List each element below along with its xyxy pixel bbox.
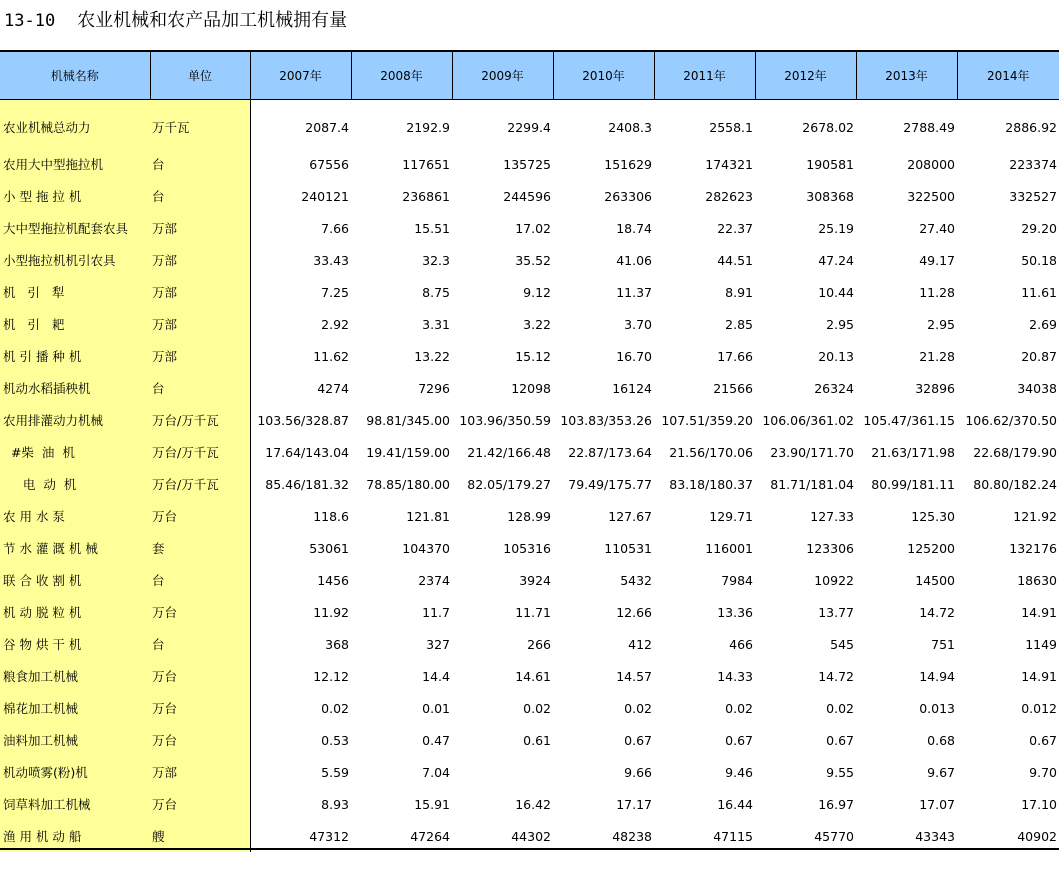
row-unit: 万台/万千瓦 xyxy=(150,468,250,500)
table-row xyxy=(0,724,1059,756)
value-cell: 107.51/359.20 xyxy=(661,412,753,428)
value-cell: 14.72 xyxy=(919,604,955,620)
table-row xyxy=(0,244,1059,276)
value-cell: 332527 xyxy=(1009,188,1057,204)
value-cell: 2.95 xyxy=(826,316,854,332)
row-name: 农业机械总动力 xyxy=(0,100,150,149)
value-cell: 48238 xyxy=(612,828,652,844)
value-cell: 244596 xyxy=(503,188,551,204)
value-cell: 1456 xyxy=(317,572,349,588)
row-unit: 万台/万千瓦 xyxy=(150,404,250,436)
value-cell: 2678.02 xyxy=(802,119,854,135)
value-cell: 80.80/182.24 xyxy=(973,476,1057,492)
row-unit: 万部 xyxy=(150,276,250,308)
table-row xyxy=(0,436,1059,468)
value-cell: 83.18/180.37 xyxy=(669,476,753,492)
value-cell: 308368 xyxy=(806,188,854,204)
value-cell: 17.10 xyxy=(1021,796,1057,812)
value-cell: 85.46/181.32 xyxy=(265,476,349,492)
value-cell: 11.61 xyxy=(1021,284,1057,300)
table-row xyxy=(0,660,1059,692)
header-unit: 单位 xyxy=(150,52,250,100)
value-cell: 49.17 xyxy=(919,252,955,268)
row-name: 小型拖拉机机引农具 xyxy=(0,244,150,276)
table-row xyxy=(0,596,1059,628)
row-unit: 万部 xyxy=(150,212,250,244)
value-cell: 20.87 xyxy=(1021,348,1057,364)
value-cell: 412 xyxy=(628,636,652,652)
value-cell: 10922 xyxy=(814,572,854,588)
row-unit: 万部 xyxy=(150,340,250,372)
row-name: 机 引 犁 xyxy=(0,276,150,308)
value-cell: 2.92 xyxy=(321,316,349,332)
table-row xyxy=(0,532,1059,564)
value-cell: 16.42 xyxy=(515,796,551,812)
value-cell: 40902 xyxy=(1017,828,1057,844)
row-unit: 万台 xyxy=(150,724,250,756)
table-row xyxy=(0,564,1059,596)
row-name: 粮食加工机械 xyxy=(0,660,150,692)
value-cell: 223374 xyxy=(1009,156,1057,172)
value-cell: 11.92 xyxy=(313,604,349,620)
row-name: 农用大中型拖拉机 xyxy=(0,148,150,180)
row-unit: 套 xyxy=(150,532,250,564)
value-cell: 0.47 xyxy=(422,732,450,748)
value-cell: 32896 xyxy=(915,380,955,396)
value-cell: 21566 xyxy=(713,380,753,396)
table-row xyxy=(0,468,1059,500)
value-cell: 0.012 xyxy=(1021,700,1057,716)
value-cell: 21.28 xyxy=(919,348,955,364)
value-cell: 32.3 xyxy=(422,252,450,268)
row-unit: 万台 xyxy=(150,788,250,820)
value-cell: 14.61 xyxy=(515,668,551,684)
value-cell: 12.12 xyxy=(313,668,349,684)
value-cell: 16.70 xyxy=(616,348,652,364)
value-cell: 4274 xyxy=(317,380,349,396)
value-cell: 0.53 xyxy=(321,732,349,748)
value-cell: 67556 xyxy=(309,156,349,172)
value-cell: 2192.9 xyxy=(406,119,450,135)
header-year: 2011年 xyxy=(654,52,755,100)
value-cell: 44.51 xyxy=(717,252,753,268)
row-name: 油料加工机械 xyxy=(0,724,150,756)
table-row xyxy=(0,148,1059,180)
value-cell: 466 xyxy=(729,636,753,652)
header-year: 2012年 xyxy=(755,52,856,100)
value-cell: 118.6 xyxy=(313,508,349,524)
value-cell: 17.17 xyxy=(616,796,652,812)
value-cell: 2788.49 xyxy=(903,119,955,135)
value-cell: 20.13 xyxy=(818,348,854,364)
value-cell: 0.02 xyxy=(624,700,652,716)
value-cell: 21.63/171.98 xyxy=(871,444,955,460)
value-cell: 9.55 xyxy=(826,764,854,780)
value-cell: 0.02 xyxy=(725,700,753,716)
value-cell: 129.71 xyxy=(709,508,753,524)
value-cell: 2.69 xyxy=(1029,316,1057,332)
value-cell: 10.44 xyxy=(818,284,854,300)
table-row xyxy=(0,340,1059,372)
value-cell: 3924 xyxy=(519,572,551,588)
value-cell: 0.02 xyxy=(826,700,854,716)
value-cell: 0.67 xyxy=(826,732,854,748)
value-cell: 15.12 xyxy=(515,348,551,364)
row-unit: 万部 xyxy=(150,308,250,340)
value-cell: 25.19 xyxy=(818,220,854,236)
value-cell: 116001 xyxy=(705,540,753,556)
value-cell: 5432 xyxy=(620,572,652,588)
row-name: 渔 用 机 动 船 xyxy=(0,820,150,852)
row-name: 机 引 播 种 机 xyxy=(0,340,150,372)
header-row xyxy=(0,52,1059,100)
value-cell: 1149 xyxy=(1025,636,1057,652)
value-cell: 0.01 xyxy=(422,700,450,716)
value-cell: 174321 xyxy=(705,156,753,172)
value-cell: 103.96/350.59 xyxy=(459,412,551,428)
value-cell: 43343 xyxy=(915,828,955,844)
page-title xyxy=(4,8,347,34)
table-number: 13-10 xyxy=(4,11,56,31)
header-year: 2008年 xyxy=(351,52,452,100)
value-cell: 125.30 xyxy=(911,508,955,524)
row-name: 机动水稻插秧机 xyxy=(0,372,150,404)
value-cell: 9.70 xyxy=(1029,764,1057,780)
value-cell: 2299.4 xyxy=(507,119,551,135)
value-cell: 106.62/370.50 xyxy=(965,412,1057,428)
value-cell: 0.02 xyxy=(321,700,349,716)
value-cell: 11.37 xyxy=(616,284,652,300)
row-name: 节 水 灌 溉 机 械 xyxy=(0,532,150,564)
value-cell: 35.52 xyxy=(515,252,551,268)
value-cell: 15.51 xyxy=(414,220,450,236)
machinery-table xyxy=(0,52,1059,852)
table-row xyxy=(0,276,1059,308)
value-cell: 17.02 xyxy=(515,220,551,236)
value-cell: 132176 xyxy=(1009,540,1057,556)
value-cell: 240121 xyxy=(301,188,349,204)
row-unit: 万台 xyxy=(150,660,250,692)
value-cell: 18.74 xyxy=(616,220,652,236)
row-name: 机 动 脱 粒 机 xyxy=(0,596,150,628)
value-cell: 128.99 xyxy=(507,508,551,524)
row-name: 大中型拖拉机配套农具 xyxy=(0,212,150,244)
value-cell: 135725 xyxy=(503,156,551,172)
value-cell: 11.62 xyxy=(313,348,349,364)
value-cell: 53061 xyxy=(309,540,349,556)
value-cell: 11.71 xyxy=(515,604,551,620)
value-cell: 11.7 xyxy=(422,604,450,620)
value-cell: 50.18 xyxy=(1021,252,1057,268)
value-cell: 47312 xyxy=(309,828,349,844)
row-unit: 万台/万千瓦 xyxy=(150,436,250,468)
value-cell: 105316 xyxy=(503,540,551,556)
row-unit: 台 xyxy=(150,564,250,596)
table-row xyxy=(0,404,1059,436)
value-cell: 21.56/170.06 xyxy=(669,444,753,460)
value-cell: 12098 xyxy=(511,380,551,396)
table-row xyxy=(0,308,1059,340)
row-name: 机 引 耙 xyxy=(0,308,150,340)
table-row xyxy=(0,100,1059,149)
value-cell: 117651 xyxy=(402,156,450,172)
value-cell: 208000 xyxy=(907,156,955,172)
row-name: 联 合 收 割 机 xyxy=(0,564,150,596)
value-cell: 16124 xyxy=(612,380,652,396)
value-cell: 151629 xyxy=(604,156,652,172)
value-cell: 14.57 xyxy=(616,668,652,684)
table-row xyxy=(0,180,1059,212)
value-cell: 2408.3 xyxy=(608,119,652,135)
value-cell: 751 xyxy=(931,636,955,652)
value-cell: 23.90/171.70 xyxy=(770,444,854,460)
row-unit: 万千瓦 xyxy=(150,100,250,149)
value-cell: 103.56/328.87 xyxy=(257,412,349,428)
value-cell: 16.44 xyxy=(717,796,753,812)
value-cell: 16.97 xyxy=(818,796,854,812)
table-row xyxy=(0,756,1059,788)
value-cell: 3.31 xyxy=(422,316,450,332)
value-cell: 26324 xyxy=(814,380,854,396)
header-year: 2007年 xyxy=(250,52,351,100)
value-cell: 123306 xyxy=(806,540,854,556)
value-cell: 82.05/179.27 xyxy=(467,476,551,492)
value-cell: 106.06/361.02 xyxy=(762,412,854,428)
table-title: 农业机械和农产品加工机械拥有量 xyxy=(77,10,348,31)
value-cell: 22.87/173.64 xyxy=(568,444,652,460)
value-cell: 22.68/179.90 xyxy=(973,444,1057,460)
value-cell: 18630 xyxy=(1017,572,1057,588)
value-cell: 2.95 xyxy=(927,316,955,332)
value-cell: 14.91 xyxy=(1021,668,1057,684)
value-cell: 545 xyxy=(830,636,854,652)
row-unit: 台 xyxy=(150,372,250,404)
value-cell: 3.70 xyxy=(624,316,652,332)
value-cell: 13.77 xyxy=(818,604,854,620)
value-cell: 13.22 xyxy=(414,348,450,364)
value-cell: 12.66 xyxy=(616,604,652,620)
value-cell: 7.66 xyxy=(321,220,349,236)
value-cell: 0.67 xyxy=(1029,732,1057,748)
value-cell: 0.68 xyxy=(927,732,955,748)
value-cell: 0.013 xyxy=(919,700,955,716)
value-cell: 0.67 xyxy=(725,732,753,748)
value-cell: 14.91 xyxy=(1021,604,1057,620)
bottom-rule xyxy=(0,848,1059,850)
value-cell: 15.91 xyxy=(414,796,450,812)
header-year: 2009年 xyxy=(452,52,553,100)
value-cell: 103.83/353.26 xyxy=(560,412,652,428)
table-row xyxy=(0,500,1059,532)
value-cell: 17.66 xyxy=(717,348,753,364)
row-unit: 万台 xyxy=(150,596,250,628)
value-cell: 41.06 xyxy=(616,252,652,268)
value-cell: 27.40 xyxy=(919,220,955,236)
value-cell: 14500 xyxy=(915,572,955,588)
row-unit: 万台 xyxy=(150,692,250,724)
value-cell: 105.47/361.15 xyxy=(863,412,955,428)
value-cell: 9.67 xyxy=(927,764,955,780)
value-cell: 368 xyxy=(325,636,349,652)
value-cell: 7.04 xyxy=(422,764,450,780)
value-cell: 104370 xyxy=(402,540,450,556)
value-cell: 11.28 xyxy=(919,284,955,300)
table-row xyxy=(0,788,1059,820)
row-unit: 万部 xyxy=(150,756,250,788)
table-row xyxy=(0,212,1059,244)
value-cell: 282623 xyxy=(705,188,753,204)
row-unit: 台 xyxy=(150,148,250,180)
value-cell: 327 xyxy=(426,636,450,652)
value-cell: 14.72 xyxy=(818,668,854,684)
row-name: 棉花加工机械 xyxy=(0,692,150,724)
value-cell: 8.75 xyxy=(422,284,450,300)
value-cell: 110531 xyxy=(604,540,652,556)
value-cell: 2886.92 xyxy=(1005,119,1057,135)
table-row xyxy=(0,692,1059,724)
value-cell: 263306 xyxy=(604,188,652,204)
value-cell: 0.02 xyxy=(523,700,551,716)
value-cell: 33.43 xyxy=(313,252,349,268)
value-cell: 8.91 xyxy=(725,284,753,300)
value-cell: 80.99/181.11 xyxy=(871,476,955,492)
value-cell: 13.36 xyxy=(717,604,753,620)
value-cell: 9.12 xyxy=(523,284,551,300)
row-name: 农用排灌动力机械 xyxy=(0,404,150,436)
value-cell: 9.66 xyxy=(624,764,652,780)
row-name: 电 动 机 xyxy=(0,468,150,500)
value-cell: 34038 xyxy=(1017,380,1057,396)
value-cell: 44302 xyxy=(511,828,551,844)
value-cell: 7.25 xyxy=(321,284,349,300)
value-cell xyxy=(452,756,553,788)
value-cell: 121.92 xyxy=(1013,508,1057,524)
row-unit: 台 xyxy=(150,628,250,660)
value-cell: 5.59 xyxy=(321,764,349,780)
value-cell: 98.81/345.00 xyxy=(366,412,450,428)
value-cell: 236861 xyxy=(402,188,450,204)
value-cell: 21.42/166.48 xyxy=(467,444,551,460)
header-name: 机械名称 xyxy=(0,52,150,100)
table-row xyxy=(0,372,1059,404)
value-cell: 2558.1 xyxy=(709,119,753,135)
value-cell: 127.33 xyxy=(810,508,854,524)
value-cell: 0.61 xyxy=(523,732,551,748)
value-cell: 19.41/159.00 xyxy=(366,444,450,460)
value-cell: 17.07 xyxy=(919,796,955,812)
value-cell: 47264 xyxy=(410,828,450,844)
header-year: 2014年 xyxy=(957,52,1059,100)
row-name: 饲草料加工机械 xyxy=(0,788,150,820)
value-cell: 190581 xyxy=(806,156,854,172)
value-cell: 7984 xyxy=(721,572,753,588)
row-unit: 台 xyxy=(150,180,250,212)
value-cell: 2.85 xyxy=(725,316,753,332)
value-cell: 17.64/143.04 xyxy=(265,444,349,460)
row-name: #柴 油 机 xyxy=(0,436,150,468)
row-name: 小 型 拖 拉 机 xyxy=(0,180,150,212)
value-cell: 81.71/181.04 xyxy=(770,476,854,492)
value-cell: 14.4 xyxy=(422,668,450,684)
value-cell: 29.20 xyxy=(1021,220,1057,236)
value-cell: 322500 xyxy=(907,188,955,204)
value-cell: 2087.4 xyxy=(305,119,349,135)
value-cell: 45770 xyxy=(814,828,854,844)
value-cell: 3.22 xyxy=(523,316,551,332)
value-cell: 14.94 xyxy=(919,668,955,684)
value-cell: 266 xyxy=(527,636,551,652)
table-row xyxy=(0,628,1059,660)
value-cell: 7296 xyxy=(418,380,450,396)
value-cell: 121.81 xyxy=(406,508,450,524)
header-year: 2013年 xyxy=(856,52,957,100)
value-cell: 125200 xyxy=(907,540,955,556)
row-name: 农 用 水 泵 xyxy=(0,500,150,532)
value-cell: 14.33 xyxy=(717,668,753,684)
row-unit: 万部 xyxy=(150,244,250,276)
value-cell: 47.24 xyxy=(818,252,854,268)
row-unit: 艘 xyxy=(150,820,250,852)
row-name: 机动喷雾(粉)机 xyxy=(0,756,150,788)
header-year: 2010年 xyxy=(553,52,654,100)
value-cell: 79.49/175.77 xyxy=(568,476,652,492)
value-cell: 0.67 xyxy=(624,732,652,748)
row-name: 谷 物 烘 干 机 xyxy=(0,628,150,660)
row-unit: 万台 xyxy=(150,500,250,532)
value-cell: 47115 xyxy=(713,828,753,844)
value-cell: 9.46 xyxy=(725,764,753,780)
value-cell: 127.67 xyxy=(608,508,652,524)
value-cell: 78.85/180.00 xyxy=(366,476,450,492)
value-cell: 8.93 xyxy=(321,796,349,812)
value-cell: 22.37 xyxy=(717,220,753,236)
value-cell: 2374 xyxy=(418,572,450,588)
